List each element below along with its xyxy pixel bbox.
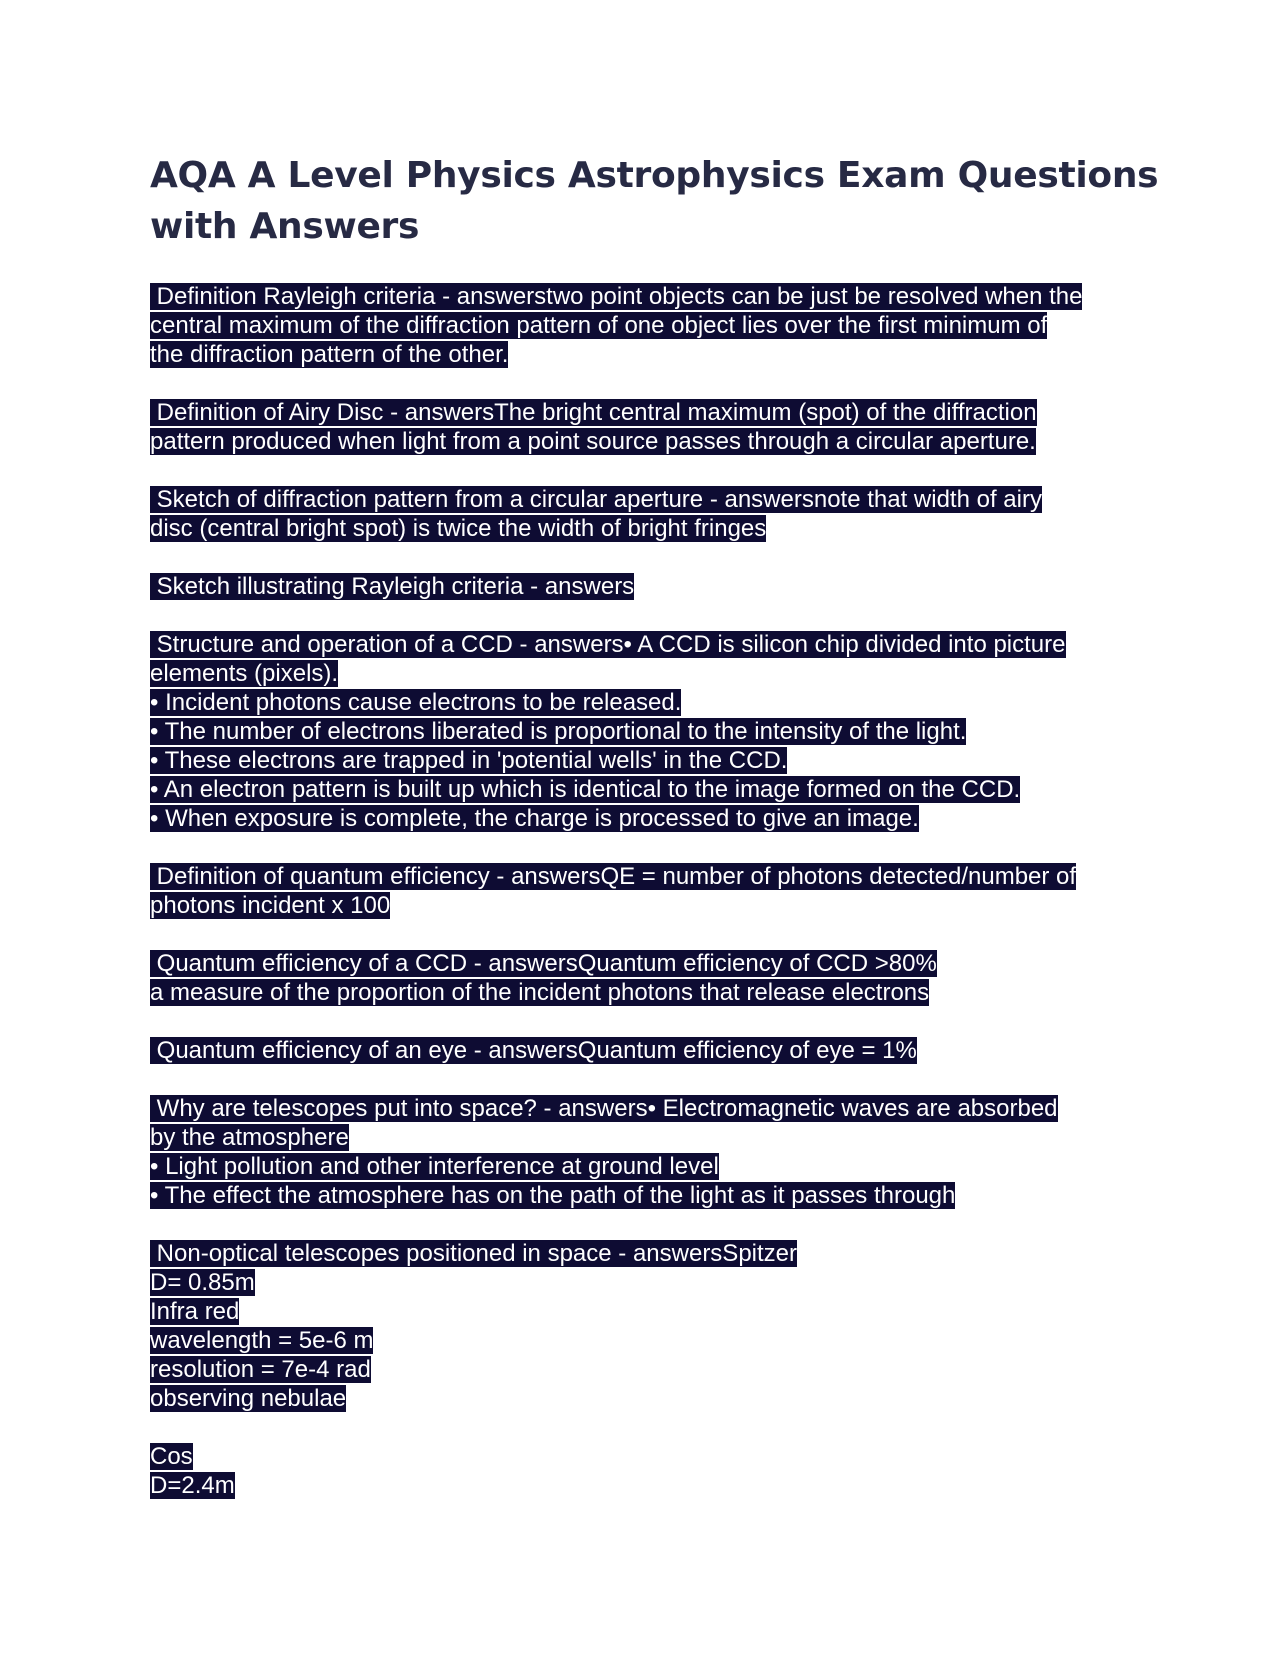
entry-line (150, 630, 1150, 659)
flashcard-entry (150, 949, 1150, 1007)
document-page (150, 150, 1159, 1529)
highlighted-text: Quantum efficiency of an eye - answersQuantum efficiency of eye = 1% (150, 1037, 917, 1064)
entry-line (150, 311, 1150, 340)
flashcard-entry (150, 1239, 1150, 1413)
entry-line (150, 340, 1150, 369)
entry-line (150, 862, 1150, 891)
entry-line (150, 1471, 1150, 1500)
highlighted-text: Quantum efficiency of a CCD - answersQuantum efficiency of CCD >80% (150, 950, 937, 977)
highlighted-text: disc (central bright spot) is twice the width of bright fringes (150, 515, 767, 542)
flashcard-entry (150, 282, 1150, 369)
highlighted-text: Definition Rayleigh criteria - answerstwo point objects can be just be resolved when the (150, 283, 1083, 310)
entry-line (150, 427, 1150, 456)
entry-line (150, 1239, 1150, 1268)
highlighted-text: • Light pollution and other interference at ground level (150, 1153, 719, 1180)
entry-line (150, 572, 1150, 601)
flashcard-entry (150, 398, 1150, 456)
highlighted-text: • The effect the atmosphere has on the path of the light as it passes through (150, 1182, 956, 1209)
highlighted-text: observing nebulae (150, 1385, 347, 1412)
entry-line (150, 1384, 1150, 1413)
flashcard-entry (150, 862, 1150, 920)
entry-line (150, 485, 1150, 514)
highlighted-text: Definition of quantum efficiency - answersQE = number of photons detected/number of (150, 863, 1077, 890)
entry-line (150, 1355, 1150, 1384)
title-line-1: AQA A Level Physics Astrophysics Exam Questions (150, 155, 1159, 196)
highlighted-text: pattern produced when light from a point source passes through a circular aperture. (150, 428, 1036, 455)
highlighted-text: photons incident x 100 (150, 892, 391, 919)
highlighted-text: Cos (150, 1443, 193, 1470)
entry-line (150, 746, 1150, 775)
flashcard-entry (150, 572, 1150, 601)
entry-line (150, 659, 1150, 688)
highlighted-text: Why are telescopes put into space? - answers• Electromagnetic waves are absorbed (150, 1095, 1058, 1122)
title-line-2: with Answers (150, 206, 420, 247)
entry-line (150, 775, 1150, 804)
entry-line (150, 1152, 1150, 1181)
highlighted-text: Sketch of diffraction pattern from a circular aperture - answersnote that width of airy (150, 486, 1042, 513)
highlighted-text: • Incident photons cause electrons to be released. (150, 689, 682, 716)
entry-line (150, 514, 1150, 543)
entry-line (150, 1297, 1150, 1326)
highlighted-text: wavelength = 5e-6 m (150, 1327, 374, 1354)
highlighted-text: Definition of Airy Disc - answersThe bright central maximum (spot) of the diffraction (150, 399, 1037, 426)
document-title (150, 150, 1159, 252)
highlighted-text: D=2.4m (150, 1472, 235, 1499)
flashcard-entry (150, 485, 1150, 543)
entry-line (150, 1442, 1150, 1471)
highlighted-text: elements (pixels). (150, 660, 339, 687)
entry-line (150, 1326, 1150, 1355)
entry-line (150, 1094, 1150, 1123)
highlighted-text: central maximum of the diffraction pattern of one object lies over the first minimum of (150, 312, 1048, 339)
flashcard-list (150, 282, 1150, 1500)
entry-line (150, 978, 1150, 1007)
entry-line (150, 1036, 1150, 1065)
highlighted-text: D= 0.85m (150, 1269, 255, 1296)
entry-line (150, 398, 1150, 427)
highlighted-text: • When exposure is complete, the charge is processed to give an image. (150, 805, 919, 832)
entry-line (150, 1181, 1150, 1210)
entry-line (150, 804, 1150, 833)
highlighted-text: Infra red (150, 1298, 240, 1325)
entry-line (150, 1268, 1150, 1297)
flashcard-entry (150, 1094, 1150, 1210)
highlighted-text: by the atmosphere (150, 1124, 349, 1151)
highlighted-text: a measure of the proportion of the incident photons that release electrons (150, 979, 930, 1006)
highlighted-text: Sketch illustrating Rayleigh criteria - answers (150, 573, 635, 600)
highlighted-text: resolution = 7e-4 rad (150, 1356, 371, 1383)
entry-line (150, 688, 1150, 717)
flashcard-entry (150, 1036, 1150, 1065)
highlighted-text: the diffraction pattern of the other. (150, 341, 509, 368)
entry-line (150, 949, 1150, 978)
highlighted-text: • These electrons are trapped in 'potential wells' in the CCD. (150, 747, 788, 774)
highlighted-text: Non-optical telescopes positioned in space - answersSpitzer (150, 1240, 798, 1267)
entry-line (150, 1123, 1150, 1152)
entry-line (150, 282, 1150, 311)
entry-line (150, 717, 1150, 746)
highlighted-text: • An electron pattern is built up which is identical to the image formed on the CCD. (150, 776, 1021, 803)
entry-line (150, 891, 1150, 920)
flashcard-entry (150, 1442, 1150, 1500)
highlighted-text: Structure and operation of a CCD - answers• A CCD is silicon chip divided into picture (150, 631, 1066, 658)
highlighted-text: • The number of electrons liberated is proportional to the intensity of the light. (150, 718, 967, 745)
flashcard-entry (150, 630, 1150, 833)
